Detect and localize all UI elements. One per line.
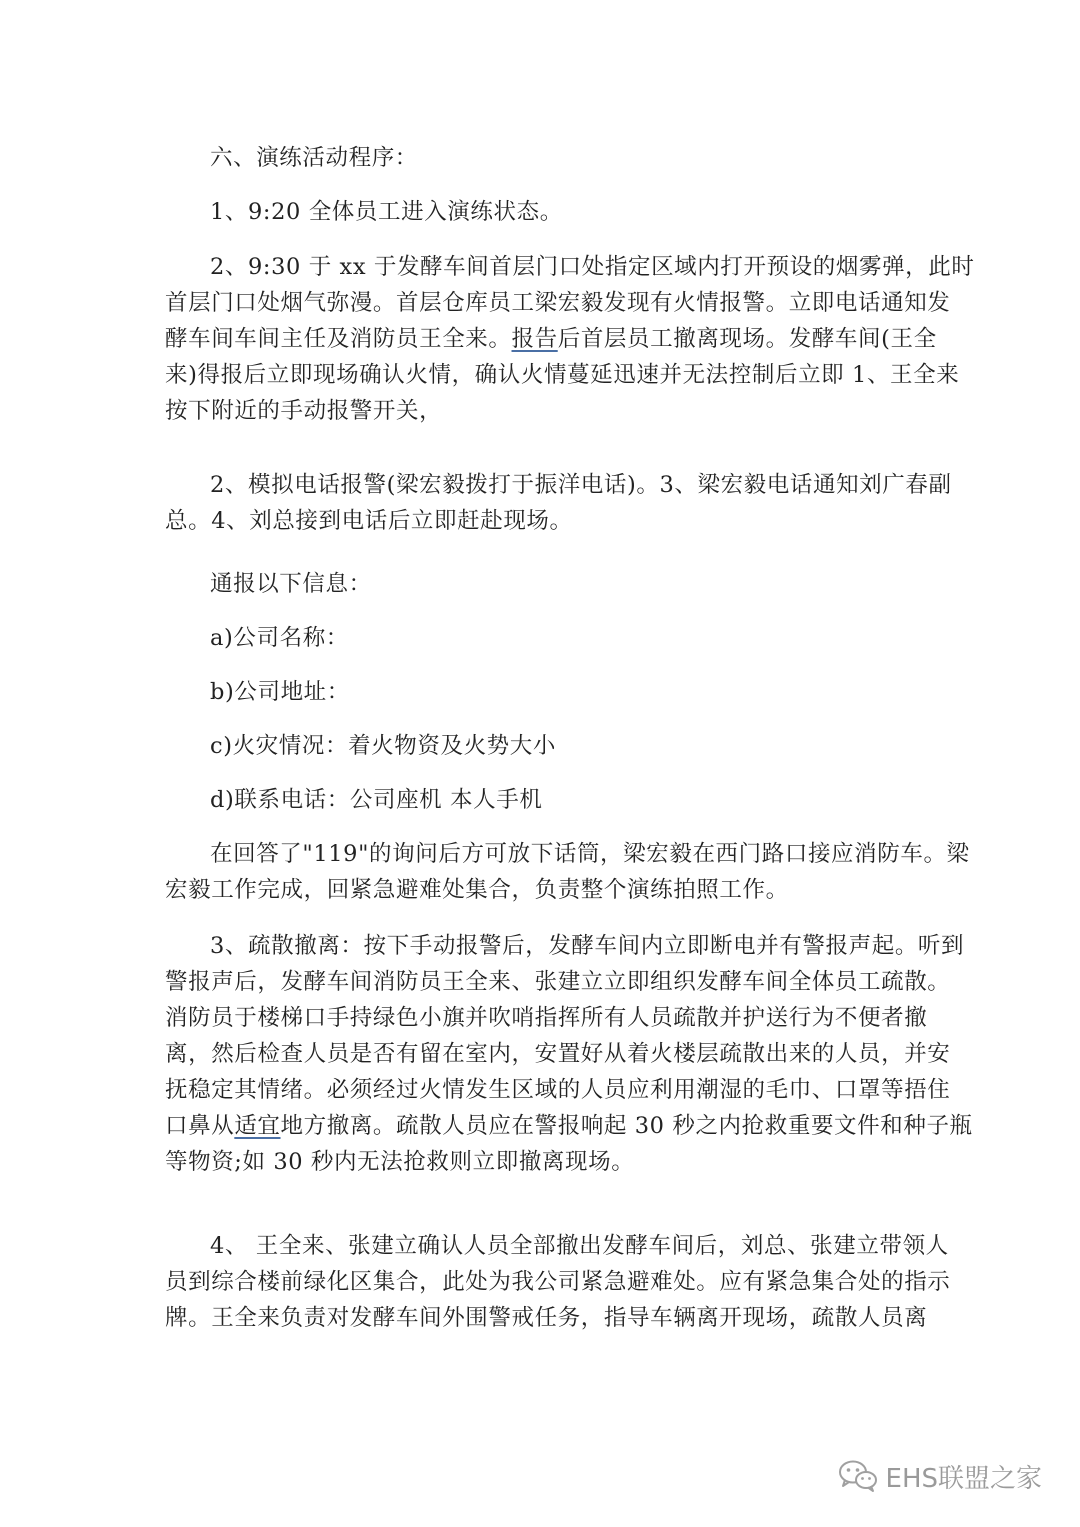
wechat-icon (838, 1459, 878, 1493)
notify-heading (165, 566, 925, 602)
item2-line3 (165, 321, 937, 357)
item2b-line2: 总。4、刘总接到电话后立即赶赴现场。 (165, 508, 573, 534)
item3-line5: 抚稳定其情绪。必须经过火情发生区域的人员应利用潮湿的毛巾、口罩等捂住 (165, 1077, 951, 1103)
info-contact-phone (165, 782, 925, 818)
item3-line2: 警报声后，发酵车间消防员王全来、张建立立即组织发酵车间全体员工疏散。 (165, 969, 951, 995)
section-heading-text: 六、演练活动程序： (210, 145, 418, 171)
info-company-name (165, 620, 925, 656)
answer-line1: 在回答了"119"的询问后方可放下话筒，梁宏毅在西门路口接应消防车。梁 (210, 841, 970, 867)
item2-line3b: 后首层员工撤离现场。发酵车间(王全 (557, 326, 937, 352)
item1-text: 1、9:20 全体员工进入演练状态。 (210, 199, 563, 225)
item3-line4: 离，然后检查人员是否有留在室内，安置好从着火楼层疏散出来的人员，并安 (165, 1041, 951, 1067)
item3-line6b: 地方撤离。疏散人员应在警报响起 30 秒之内抢救重要文件和种子瓶 (280, 1113, 973, 1139)
answer-line2: 宏毅工作完成，回紧急避难处集合，负责整个演练拍照工作。 (165, 877, 789, 903)
paragraph-item1 (165, 194, 925, 230)
item4-line2: 员到综合楼前绿化区集合，此处为我公司紧急避难处。应有紧急集合处的指示 (165, 1269, 951, 1295)
info-c-text: c)火灾情况：着火物资及火势大小 (210, 733, 556, 759)
item2-line5: 按下附近的手动报警开关， (165, 398, 443, 424)
paragraph-answer (165, 836, 970, 908)
paragraph-item2b (165, 467, 952, 539)
item4-line1: 4、 王全来、张建立确认人员全部撤出发酵车间后，刘总、张建立带领人 (210, 1233, 949, 1259)
info-d-text: d)联系电话：公司座机 本人手机 (210, 787, 543, 813)
item3-line6a: 口鼻从 (165, 1113, 235, 1139)
item2-line3a: 酵车间车间主任及消防员王全来。 (165, 326, 512, 352)
report-link[interactable]: 报告 (511, 326, 558, 352)
suitable-link[interactable]: 适宜 (234, 1113, 281, 1139)
paragraph-item4 (165, 1228, 951, 1336)
section-heading (165, 140, 925, 176)
item2-line4: 来)得报后立即现场确认火情，确认火情蔓延迅速并无法控制后立即 1、王全来 (165, 362, 960, 388)
paragraph-item3 (165, 928, 973, 1180)
item3-line6 (165, 1108, 973, 1144)
item3-line7: 等物资;如 30 秒内无法抢救则立即撤离现场。 (165, 1149, 635, 1175)
info-fire-situation (165, 728, 925, 764)
item3-line3: 消防员于楼梯口手持绿色小旗并吹哨指挥所有人员疏散并护送行为不便者撤 (165, 1005, 928, 1031)
info-b-text: b)公司地址： (210, 679, 350, 705)
watermark (838, 1456, 1042, 1496)
info-company-address (165, 674, 925, 710)
notify-heading-text: 通报以下信息： (210, 571, 372, 597)
paragraph-item2 (165, 249, 975, 429)
item2-line2: 首层门口处烟气弥漫。首层仓库员工梁宏毅发现有火情报警。立即电话通知发 (165, 290, 951, 316)
item4-line3: 牌。王全来负责对发酵车间外围警戒任务，指导车辆离开现场，疏散人员离 (165, 1305, 928, 1331)
item3-line1: 3、疏散撤离：按下手动报警后，发酵车间内立即断电并有警报声起。听到 (210, 933, 965, 959)
info-a-text: a)公司名称： (210, 625, 349, 651)
item2b-line1: 2、模拟电话报警(梁宏毅拨打于振洋电话)。3、梁宏毅电话通知刘广春副 (210, 472, 952, 498)
watermark-text: EHS联盟之家 (885, 1463, 1042, 1494)
item2-line1: 2、9:30 于 xx 于发酵车间首层门口处指定区域内打开预设的烟雾弹，此时 (210, 254, 975, 280)
